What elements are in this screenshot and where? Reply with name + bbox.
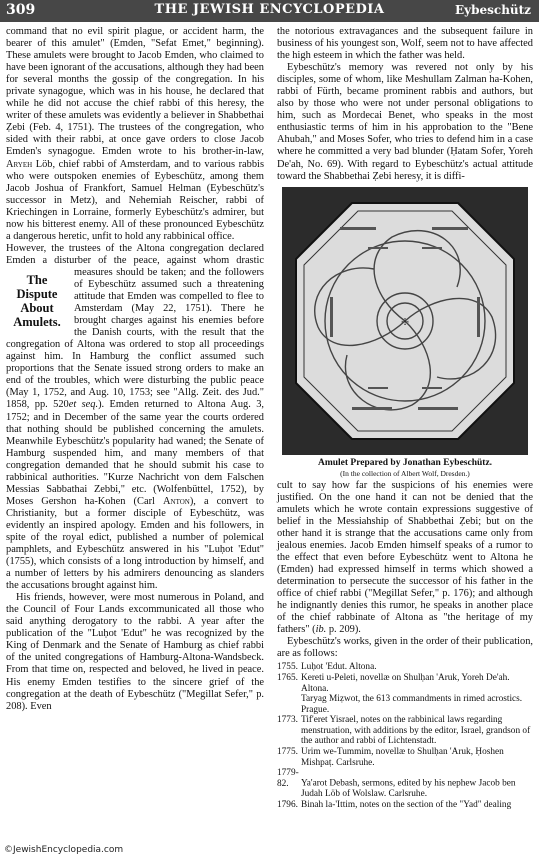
amulet-figure [277,187,533,478]
watermark: ©JewishEncyclopedia.com [4,845,124,855]
list-item: 1765. Kereti u-Peleti, novellæ on Shulḥan 'Aruk, Yoreh De'ah. Altona. [277,672,510,694]
list-item: 1773. Tif'eret Yisrael, notes on the rabbinical laws regarding menstruation, with additions by the editor, Israel, grandson of the author and rabbi of Lichtenstadt. [277,715,531,747]
page-number: 309 [6,2,36,18]
list-item: 1775. Urim we-Tummim, novellæ to Shulḥan 'Aruk, Ḥoshen Mishpaṭ. Carlsruhe. [277,747,504,768]
paragraph: command that no evil spirit plague, or accident harm, the bearer of this amulet" (Emden, "Sefat Emet," beginning). These amulets were brought to Jacob Emden, who claimed to have been ignorant of the accusations, although they had been for several months the gossip of the congregation. In his private synagogue, which was in his house, he declared that while he did not accuse the chief rabbi of this heresy, the writer of these amulets was evidently a believer in Shabbethai Ẓebi (Feb. 4, 1751). The trustees of the congregation, who sided with their rabbi, at once gave orders to close Jacob Emden's synagogue. Emden wrote to his brother-in-law, Aryeh Löb, chief rabbi of Amsterdam, and to various rabbis who were outspoken enemies of Eybeschütz, among them Jacob Joshua of Frankfort, Samuel Helman (Eybeschütz's successor in Metz), and Nehemiah Reischer, rabbi of Kriechingen in Lorraine, formerly Eybeschütz's admirer, but now his bitterest enemy. All of these pronounced Eybeschütz a dangerous heretic, unfit to hold any rabbinical office. [6,26,264,242]
left-column [6,26,264,713]
right-column [277,26,533,811]
running-headword: Eybeschütz [454,3,531,17]
marginal-note: The Dispute About Amulets. [13,272,61,329]
figure-credit: (In the collection of Albert Wolf, Dresden.) [340,468,470,478]
paragraph: However, the trustees of the Altona congregation declared Emden a disturber of the peace, against whom drastic measures should be taken; and the The Dispute About Amulets. followers of Eybeschütz assumed such a threatening attitude that Emden was compelled to flee to Amsterdam (May 22, 1751). There he brought charges against his enemies before the Danish courts, with the result that the congregation of Altona was ordered to stop all proceedings against him. In Hamburg the conflict assumed such proportions that the Senate issued strong orders to make an end of the troubles, which were disturbing the public peace (May 1, 1752, and Aug. 10, 1753; see "Allg. Zeit. des Jud." 1858, pp. 520et seq.). Emden returned to Altona Aug. 3, 1752; and in December of the same year the courts ordered that nothing should be published concerning the amulets. Meanwhile Eybeschütz's popularity had waned; the Senate of Hamburg suspended him, and many members of that congregation demanded that he should submit his case to rabbinical authorities. "Kurze Nachricht von dem Falschen Messias Sabbathai Zebbi," etc. (Wolfenbüttel, 1752), by Moses Gershon ha-Kohen (Carl Anton), a convert to Christianity, but a former disciple of Eybeschütz, was evidently an inspired apology. Emden and his followers, in spite of the royal edict, published a number of polemical pamphlets, and Eybeschütz answered in his "Luḥot 'Edut" (1755), which consists of a long introduction by himself, and a number of letters by his admirers denouncing as slanders the accusations brought against him. [6,242,265,592]
paragraph: the notorious extravagances and the subsequent failure in business of his youngest son, Wolf, seem not to have affected the high esteem in which the father was held. [277,26,533,62]
amulet-illustration [282,187,528,455]
list-item: 1796. Binah la-'Ittim, notes on the section of the "Yad" dealing [277,800,512,811]
page-header [0,0,539,22]
paragraph: Eybeschütz's memory was revered not only by his disciples, some of whom, like Meshullam Zalman ha-Kohen, rabbi of Fürth, became prominent rabbis and authors, but also by those who were not under personal obligations to him, such as Mordecai Benet, who speaks in the most enthusiastic terms of him in his approbation to the "Bene Ahubah," and Moses Sofer, who tries to defend him in a case where he committed a very bad blunder (Ḥatam Sofer, Yoreh De'ah, No. 69). With regard to Eybeschütz's actual attitude toward the Shabbethai Ẓebi heresy, it is diffi- [277,62,533,182]
paragraph: Eybeschütz's works, given in the order of their publication, are as follows: [277,636,533,660]
list-item: 1755. Luḥot 'Edut. Altona. [277,662,377,673]
list-item: 1779-82. Ya'arot Debash, sermons, edited by his nephew Jacob ben Judah Löb of Wolslaw. Carlsruhe. [277,768,516,800]
paragraph: cult to say how far the suspicions of his enemies were justified. On the one hand it can not be denied that the amulets which he wrote contain expressions suggestive of belief in the Messiahship of Shabbethai Ẓebi; but on the other hand it is strange that the accusations came only from jealous enemies. Jacob Emden himself speaks of a rumor to the effect that even before Eybeschütz went to Altona he (Emden) had expressed himself in terms which showed a determination to persecute the successor of his father in the office of chief rabbi ("Megillat Sefer," p. 176); and although he indignantly denies this rumor, he speaks in another place of the chief rabbinate of Altona as "the heritage of my fathers" (ib. p. 209). [277,479,533,636]
svg-text:☩: ☩ [400,317,410,328]
paragraph: His friends, however, were most numerous in Poland, and the Council of Four Lands excommunicated all those who said anything derogatory to the rabbi. A year after the publication of the "Luḥot 'Edut" he was recognized by the King of Denmark and the Senate of Hamburg as chief rabbi of the united congregations of Hamburg-Altona-Wandsbeck. From that time on, respected and beloved, he lived in peace. His enemy Emden testifies to the sincere grief of the congregation at the death of Eybeschütz ("Megillat Sefer," p. 208). Even [6,592,264,712]
running-title: THE JEWISH ENCYCLOPEDIA [154,2,385,17]
works-list [277,662,533,810]
list-item: Taryag Miẓwot, the 613 commandments in rimed acrostics. Prague. [301,694,523,715]
figure-caption: Amulet Prepared by Jonathan Eybeschütz. [317,457,493,468]
amulet-image [282,187,528,455]
